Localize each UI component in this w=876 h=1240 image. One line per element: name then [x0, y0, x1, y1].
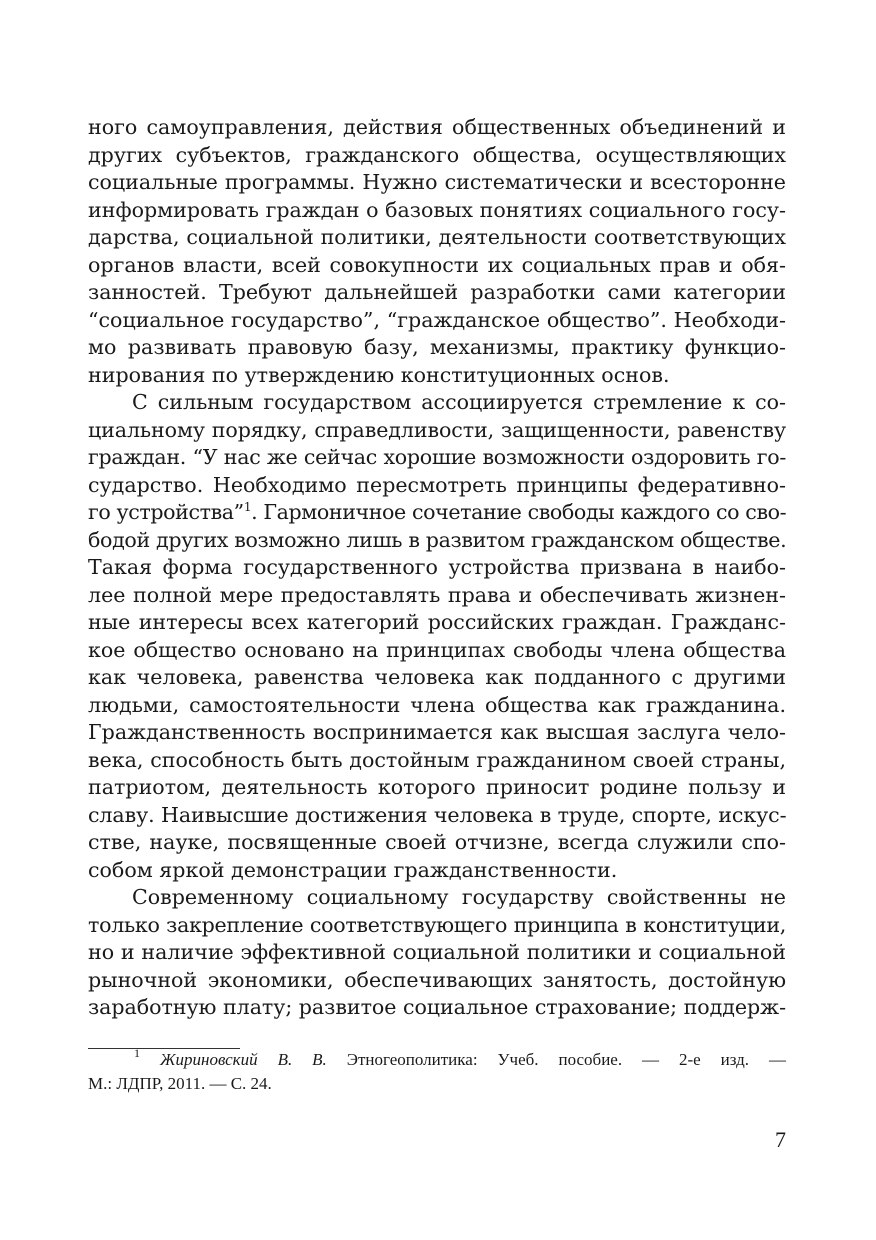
text-line: патриотом, деятельность которого приносит родине пользу и	[88, 775, 786, 799]
text-line: дарства, социальной политики, деятельности соответствующих	[88, 225, 786, 249]
text-line: бодой других возможно лишь в развитом гражданском обществе.	[88, 527, 787, 552]
page-number: 7	[775, 1127, 786, 1152]
footnote	[88, 1048, 786, 1096]
text-fragment: го устройства”	[88, 500, 244, 524]
text-line: славу. Наивысшие достижения человека в труде, спорте, искус-	[88, 802, 787, 827]
text-line: как человека, равенства человека как подданного с другими	[88, 665, 786, 689]
text-fragment: . Гармоничное сочетание свободы каждого со сво-	[251, 500, 787, 524]
text-line: циальному порядку, справедливости, защищенности, равенству	[88, 417, 786, 442]
text-line: только закрепление соответствующего принципа в конституции,	[88, 912, 786, 937]
text-line: занностей. Требуют дальнейшей разработки сами категории	[88, 280, 786, 304]
text-line: информировать граждан о базовых понятиях социального госу-	[88, 197, 786, 222]
text-line: Такая форма государственного устройства призвана в наибо-	[88, 555, 786, 579]
main-text	[88, 114, 786, 1022]
text-line: стве, науке, посвященные своей отчизне, всегда служили спо-	[88, 830, 786, 854]
text-line: других субъектов, гражданского общества, осуществляющих	[88, 142, 786, 167]
text-line: “социальное государство”, “гражданское общество”. Необходи-	[88, 307, 786, 332]
text-line: но и наличие эффективной социальной политики и социальной	[88, 940, 786, 964]
text-line: органов власти, всей совокупности их социальных прав и обя-	[88, 252, 786, 277]
text-line: людьми, самостоятельности члена общества как гражданина.	[88, 692, 786, 717]
text-line: лее полной мере предоставлять права и обеспечивать жизнен-	[88, 582, 786, 607]
text-line: граждан. “У нас же сейчас хорошие возможности оздоровить го-	[88, 445, 786, 469]
text-line: С сильным государством ассоциируется стремление к со-	[132, 390, 786, 414]
text-line: Современному социальному государству свойственны не	[132, 885, 786, 909]
footnote-ref: 1	[243, 500, 252, 514]
footnote-number: 1	[134, 1046, 140, 1060]
text-line: нирования по утверждению конституционных основ.	[88, 362, 670, 387]
text-line: социальные программы. Нужно систематически и всесторонне	[88, 170, 786, 194]
text-line: Гражданственность воспринимается как высшая заслуга чело-	[88, 720, 786, 744]
text-line-with-footnote-ref	[88, 499, 786, 527]
text-line: мо развивать правовую базу, механизмы, практику функцио-	[88, 335, 786, 359]
footnote-title: Этногеополитика: Учеб. пособие. — 2-е изд. —	[326, 1050, 787, 1069]
text-line: заработную плату; развитое социальное страхование; поддерж-	[88, 995, 786, 1019]
text-line: рыночной экономики, обеспечивающих занятость, достойную	[88, 967, 786, 992]
text-line: ные интересы всех категорий российских граждан. Гражданс-	[88, 610, 786, 634]
text-line: собом яркой демонстрации гражданственности.	[88, 857, 618, 882]
text-line: ного самоуправления, действия общественных объединений и	[88, 115, 786, 139]
footnote-author: Жириновский В. В.	[159, 1050, 327, 1069]
text-line: сударство. Необходимо пересмотреть принципы федеративно-	[88, 472, 786, 497]
text-line: века, способность быть достойным гражданином своей страны,	[88, 747, 786, 772]
footnote-line: М.: ЛДПР, 2011. — С. 24.	[88, 1074, 272, 1093]
text-line: кое общество основано на принципах свободы члена общества	[88, 637, 786, 662]
footnote-line	[88, 1048, 786, 1072]
